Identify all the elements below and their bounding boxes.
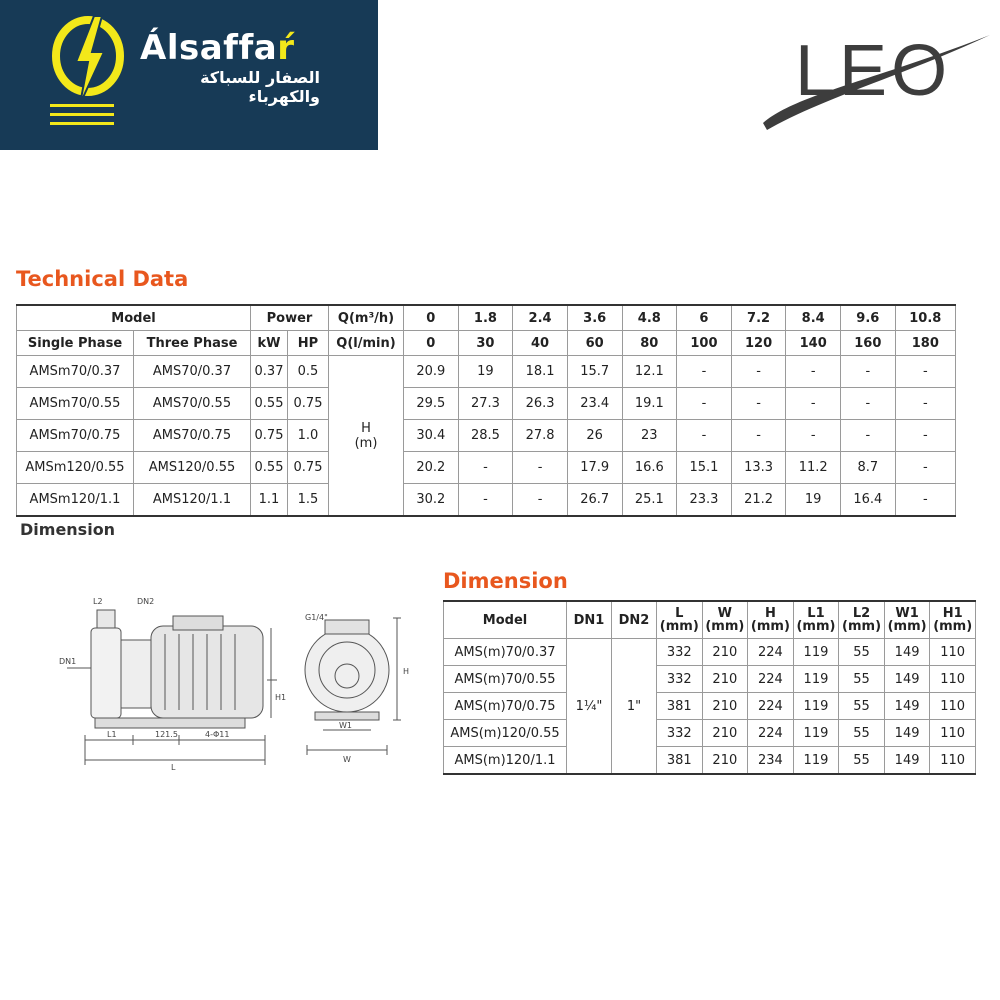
dim-121-label: 121.5: [155, 730, 178, 739]
dim-value: 110: [930, 639, 976, 666]
technical-data-table: [16, 304, 956, 517]
kw-value: 0.55: [251, 452, 288, 484]
w1-label: W1: [339, 721, 352, 730]
flow-m3h-cell: 8.4: [786, 305, 841, 331]
three-phase-model: AMS120/1.1: [134, 484, 251, 517]
flow-lmin-cell: 140: [786, 331, 841, 356]
head-value: 26.7: [567, 484, 622, 517]
head-value: 11.2: [786, 452, 841, 484]
brand-stripes: [50, 104, 114, 131]
hp-value: 0.75: [288, 388, 329, 420]
head-value: 25.1: [622, 484, 677, 517]
head-value: 19: [786, 484, 841, 517]
head-value: -: [895, 388, 955, 420]
head-value: 23: [622, 420, 677, 452]
head-value: 28.5: [458, 420, 513, 452]
dim-value: 149: [884, 666, 930, 693]
head-value: -: [786, 388, 841, 420]
dim-value: 110: [930, 747, 976, 775]
dim-header-l1: L1 (mm): [793, 601, 839, 639]
dim-value: 149: [884, 720, 930, 747]
dimension-table: [443, 600, 976, 775]
head-value: -: [841, 420, 896, 452]
flow-lmin-cell: 80: [622, 331, 677, 356]
head-value: -: [458, 452, 513, 484]
hp-value: 0.5: [288, 356, 329, 388]
dim-value: 110: [930, 693, 976, 720]
brand-banner: [0, 0, 378, 150]
dim-header-dn1: DN1: [567, 601, 612, 639]
flow-m3h-cell: 1.8: [458, 305, 513, 331]
flow-lmin-cell: 30: [458, 331, 513, 356]
flow-lmin-cell: 160: [841, 331, 896, 356]
flow-m3h-cell: 10.8: [895, 305, 955, 331]
dim-value: 224: [748, 720, 794, 747]
head-value: 26.3: [513, 388, 568, 420]
head-value: 23.3: [677, 484, 732, 517]
l2-label: L2: [93, 597, 103, 606]
dim-header-h: H (mm): [748, 601, 794, 639]
table-row: [17, 388, 956, 420]
hp-header: HP: [288, 331, 329, 356]
hp-value: 1.0: [288, 420, 329, 452]
flow-lmin-cell: 0: [404, 331, 459, 356]
dim-model: AMS(m)120/1.1: [444, 747, 567, 775]
dim-value: 224: [748, 666, 794, 693]
head-value: -: [895, 484, 955, 517]
head-value: 17.9: [567, 452, 622, 484]
dn2-value: 1": [612, 639, 657, 775]
dim-value: 381: [657, 747, 703, 775]
head-value: 15.7: [567, 356, 622, 388]
head-unit: (m): [354, 435, 378, 451]
flow-lmin-cell: 120: [731, 331, 786, 356]
pump-dimension-drawing: [55, 590, 425, 780]
table-row: [17, 356, 956, 388]
dim-model: AMS(m)70/0.37: [444, 639, 567, 666]
h1-side-label: H1: [275, 693, 287, 702]
single-phase-model: AMSm120/0.55: [17, 452, 134, 484]
three-phase-header: Three Phase: [134, 331, 251, 356]
head-value: -: [677, 420, 732, 452]
dim-value: 55: [839, 639, 885, 666]
dim-value: 55: [839, 720, 885, 747]
dim-value: 149: [884, 747, 930, 775]
head-value: 23.4: [567, 388, 622, 420]
dim-value: 110: [930, 720, 976, 747]
dim-header-h1: H1 (mm): [930, 601, 976, 639]
dim-header-model: Model: [444, 601, 567, 639]
g-thread-label: G1/4": [305, 613, 328, 622]
flow-lmin-cell: 100: [677, 331, 732, 356]
dim-value: 119: [793, 639, 839, 666]
l1-label: L1: [107, 730, 117, 739]
single-phase-model: AMSm120/1.1: [17, 484, 134, 517]
dim-model: AMS(m)120/0.55: [444, 720, 567, 747]
pump-front-view: [305, 618, 401, 755]
dim-header-dn2: DN2: [612, 601, 657, 639]
dim-value: 110: [930, 666, 976, 693]
dim-header-l2: L2 (mm): [839, 601, 885, 639]
head-value: 19: [458, 356, 513, 388]
dim-value: 234: [748, 747, 794, 775]
pump-side-view: [67, 610, 277, 765]
head-value: -: [677, 356, 732, 388]
model-header: Model: [17, 305, 251, 331]
dim-value: 224: [748, 639, 794, 666]
dim-value: 119: [793, 747, 839, 775]
flow-m3h-cell: 2.4: [513, 305, 568, 331]
table-row: [17, 420, 956, 452]
brand-name: Álsaffaŕ: [140, 28, 295, 68]
dim-value: 210: [702, 639, 748, 666]
dimension-title: Dimension: [443, 569, 568, 593]
dim-value: 149: [884, 639, 930, 666]
head-value: 27.8: [513, 420, 568, 452]
head-value: -: [513, 452, 568, 484]
dim-value: 332: [657, 639, 703, 666]
table-row: [17, 452, 956, 484]
head-value: 18.1: [513, 356, 568, 388]
table-row: [444, 720, 976, 747]
dim-value: 210: [702, 693, 748, 720]
flow-m3h-cell: 4.8: [622, 305, 677, 331]
lightning-bolt-icon: [46, 12, 130, 108]
head-value: 13.3: [731, 452, 786, 484]
head-value: 8.7: [841, 452, 896, 484]
head-value: 16.4: [841, 484, 896, 517]
head-value: -: [458, 484, 513, 517]
three-phase-model: AMS120/0.55: [134, 452, 251, 484]
head-value: -: [841, 388, 896, 420]
head-value: 15.1: [677, 452, 732, 484]
w-label: W: [343, 755, 351, 764]
dim-value: 119: [793, 693, 839, 720]
dimension-subtitle: Dimension: [20, 520, 116, 539]
dim-value: 224: [748, 693, 794, 720]
kw-header: kW: [251, 331, 288, 356]
head-value: -: [895, 420, 955, 452]
kw-value: 0.37: [251, 356, 288, 388]
flow-lmin-cell: 180: [895, 331, 955, 356]
dim-value: 332: [657, 720, 703, 747]
head-value: 16.6: [622, 452, 677, 484]
head-value: -: [895, 452, 955, 484]
dim-value: 55: [839, 693, 885, 720]
head-value: -: [841, 356, 896, 388]
flow-m3h-cell: 3.6: [567, 305, 622, 331]
hp-value: 0.75: [288, 452, 329, 484]
flow-m3h-cell: 0: [404, 305, 459, 331]
head-value: -: [731, 420, 786, 452]
table-row: [444, 666, 976, 693]
table-row: [444, 639, 976, 666]
dim-value: 381: [657, 693, 703, 720]
leo-logo-text: LEO: [795, 31, 952, 111]
dim-model: AMS(m)70/0.75: [444, 693, 567, 720]
head-value: -: [786, 420, 841, 452]
three-phase-model: AMS70/0.75: [134, 420, 251, 452]
head-value: 21.2: [731, 484, 786, 517]
technical-data-title: Technical Data: [16, 267, 189, 291]
dim-header-l: L (mm): [657, 601, 703, 639]
single-phase-header: Single Phase: [17, 331, 134, 356]
dim-value: 210: [702, 666, 748, 693]
dim-header-w1: W1 (mm): [884, 601, 930, 639]
dim-value: 119: [793, 666, 839, 693]
dim-value: 55: [839, 747, 885, 775]
head-value: -: [513, 484, 568, 517]
brand-arabic-name: الصفار للسباكة والكهرباء: [200, 68, 320, 106]
head-value: 12.1: [622, 356, 677, 388]
kw-value: 0.55: [251, 388, 288, 420]
head-value: 29.5: [404, 388, 459, 420]
dn1-value: 1¼": [567, 639, 612, 775]
dim-value: 210: [702, 720, 748, 747]
head-value: -: [731, 356, 786, 388]
single-phase-model: AMSm70/0.75: [17, 420, 134, 452]
flow-lmin-cell: 40: [513, 331, 568, 356]
l-label: L: [171, 763, 176, 772]
holes-label: 4-Φ11: [205, 730, 230, 739]
table-row: [17, 484, 956, 517]
flow-m3h-cell: 9.6: [841, 305, 896, 331]
single-phase-model: AMSm70/0.55: [17, 388, 134, 420]
table-row: [444, 747, 976, 775]
head-value: 30.4: [404, 420, 459, 452]
dim-value: 332: [657, 666, 703, 693]
flow-lmin-cell: 60: [567, 331, 622, 356]
head-value: 30.2: [404, 484, 459, 517]
head-value: 20.2: [404, 452, 459, 484]
dim-value: 119: [793, 720, 839, 747]
kw-value: 0.75: [251, 420, 288, 452]
single-phase-model: AMSm70/0.37: [17, 356, 134, 388]
flow-m3h-header: Q(m³/h): [329, 305, 404, 331]
leo-logo: [755, 5, 995, 135]
head-value: -: [786, 356, 841, 388]
head-value: 20.9: [404, 356, 459, 388]
power-header: Power: [251, 305, 329, 331]
dim-model: AMS(m)70/0.55: [444, 666, 567, 693]
head-value: 27.3: [458, 388, 513, 420]
dim-value: 55: [839, 666, 885, 693]
flow-m3h-cell: 6: [677, 305, 732, 331]
hp-value: 1.5: [288, 484, 329, 517]
flow-m3h-cell: 7.2: [731, 305, 786, 331]
dn1-label: DN1: [59, 657, 77, 666]
table-row: [444, 693, 976, 720]
three-phase-model: AMS70/0.37: [134, 356, 251, 388]
head-value: -: [895, 356, 955, 388]
head-value: 19.1: [622, 388, 677, 420]
head-label: H: [361, 420, 371, 436]
head-value: 26: [567, 420, 622, 452]
head-label-cell: [329, 356, 404, 517]
dim-header-w: W (mm): [702, 601, 748, 639]
head-value: -: [731, 388, 786, 420]
head-value: -: [677, 388, 732, 420]
flow-lmin-header: Q(l/min): [329, 331, 404, 356]
dim-value: 149: [884, 693, 930, 720]
kw-value: 1.1: [251, 484, 288, 517]
h-label: H: [403, 667, 410, 676]
dim-value: 210: [702, 747, 748, 775]
three-phase-model: AMS70/0.55: [134, 388, 251, 420]
dn2-label: DN2: [137, 597, 155, 606]
